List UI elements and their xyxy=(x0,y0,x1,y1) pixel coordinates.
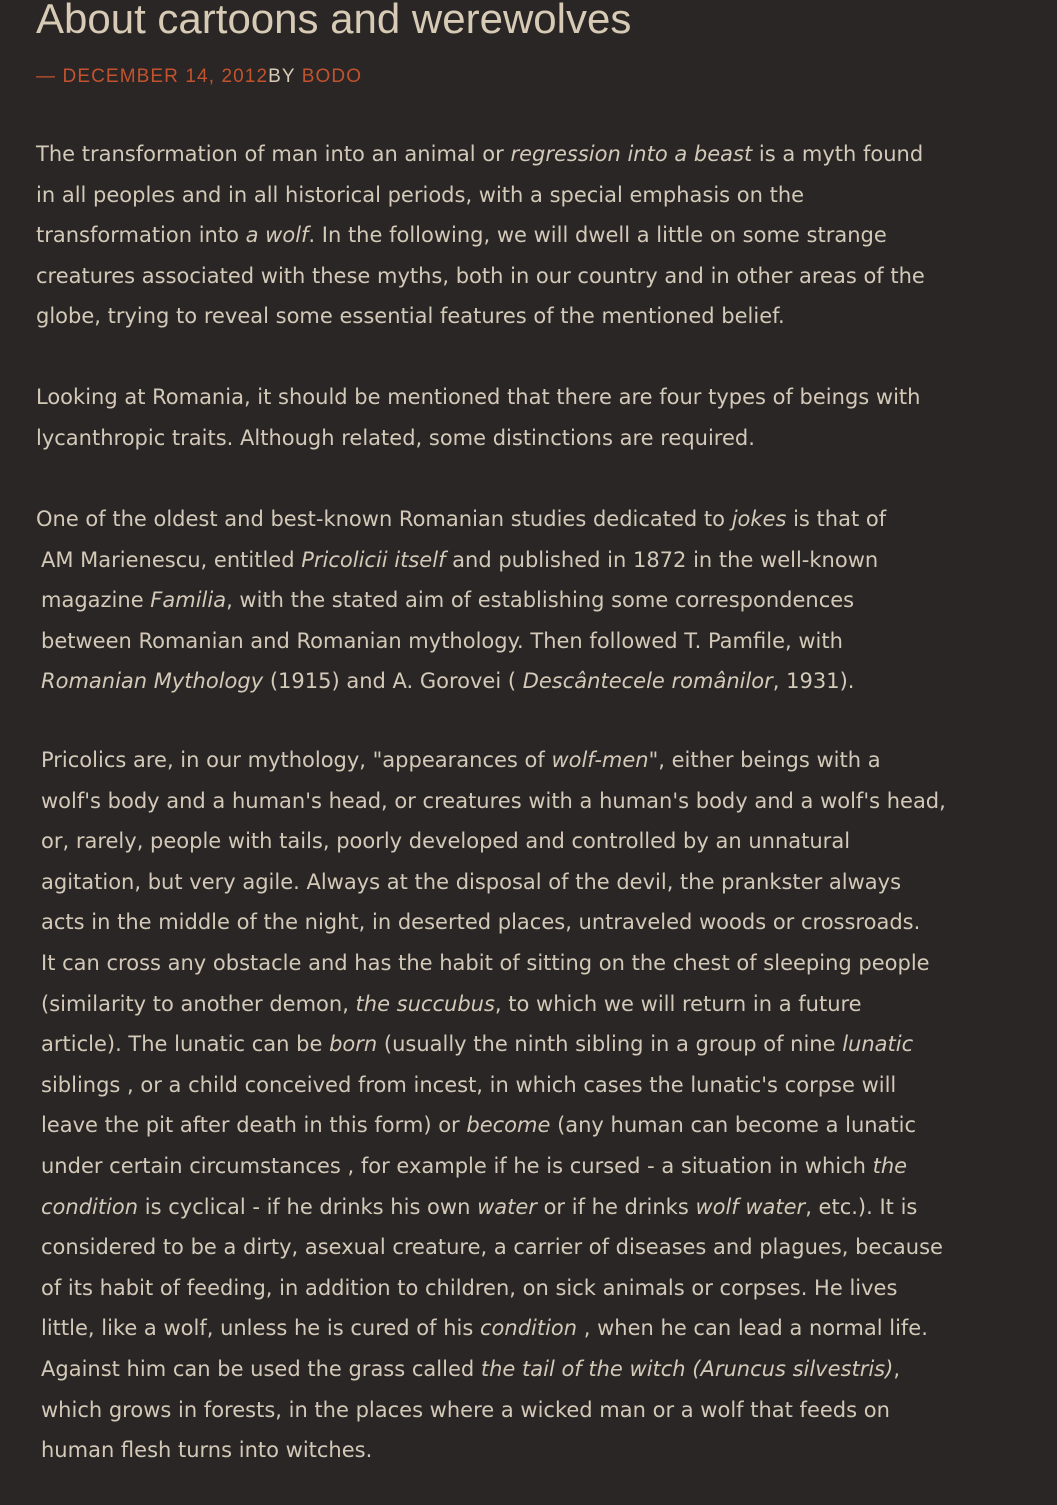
text-line: considered to be a dirty, asexual creature, a carrier of diseases and plagues, because xyxy=(41,1235,943,1260)
emphasis: water xyxy=(477,1194,537,1219)
text-line: condition is cyclical - if he drinks his own water or if he drinks wolf water, etc.). It is xyxy=(41,1194,918,1219)
text-line: Pricolics are, in our mythology, "appearances of wolf-men", either beings with a xyxy=(41,748,881,772)
text-line: (similarity to another demon, the succubus, to which we will return in a future xyxy=(41,991,862,1016)
emphasis: the succubus xyxy=(355,991,495,1016)
paragraph-2 xyxy=(36,377,920,458)
emphasis: Romanian Mythology xyxy=(41,669,264,694)
text-line: AM Marienescu, entitled Pricolicii itself and published in 1872 in the well-known xyxy=(41,547,879,572)
text-line: in all peoples and in all historical periods, with a special emphasis on the xyxy=(36,182,805,207)
text-line: which grows in forests, in the places where a wicked man or a wolf that feeds on xyxy=(41,1397,890,1422)
text-line: little, like a wolf, unless he is cured of his condition , when he can lead a normal life. xyxy=(41,1316,928,1341)
text-line: human flesh turns into witches. xyxy=(41,1438,373,1463)
emphasis: the xyxy=(872,1153,908,1178)
text-line: agitation, but very agile. Always at the disposal of the devil, the prankster always xyxy=(41,869,902,894)
emphasis: the tail of the witch (Aruncus silvestris) xyxy=(480,1356,894,1381)
emphasis: wolf water xyxy=(695,1194,806,1219)
post-meta xyxy=(36,64,362,90)
text-line: wolf's body and a human's head, or creatures with a human's body and a wolf's head, xyxy=(41,788,946,813)
paragraph-4 xyxy=(36,740,946,1471)
emphasis: Pricolicii xyxy=(301,547,388,572)
meta-by: BY xyxy=(268,66,296,87)
text-line: acts in the middle of the night, in deserted places, untraveled woods or crossroads. xyxy=(41,910,921,935)
emphasis: Descântecele românilor xyxy=(522,669,773,694)
text-line: magazine Familia, with the stated aim of establishing some correspondences xyxy=(41,588,855,613)
text-line: or, rarely, people with tails, poorly developed and controlled by an unnatural xyxy=(41,829,851,854)
emphasis: regression into a beast xyxy=(510,142,753,166)
text-line: under certain circumstances , for example if he is cursed - a situation in which the xyxy=(41,1153,908,1178)
text-line: Romanian Mythology (1915) and A. Gorovei ( Descântecele românilor, 1931). xyxy=(41,669,855,694)
emphasis: become xyxy=(466,1113,551,1138)
meta-dash: — xyxy=(36,66,57,87)
text-line: transformation into a wolf. In the following, we will dwell a little on some strange xyxy=(36,223,887,248)
post-date-link[interactable]: DECEMBER 14, 2012 xyxy=(62,66,269,87)
emphasis: wolf-men xyxy=(551,748,649,772)
emphasis: Familia xyxy=(150,588,227,613)
text-line: Against him can be used the grass called the tail of the witch (Aruncus silvestris), xyxy=(41,1356,900,1381)
paragraph-3 xyxy=(36,499,886,702)
author-link[interactable]: BODO xyxy=(301,66,363,87)
emphasis: a wolf xyxy=(245,223,309,248)
text-line: lycanthropic traits. Although related, some distinctions are required. xyxy=(36,425,755,450)
text-line: The transformation of man into an animal or regression into a beast is a myth found xyxy=(36,142,924,166)
emphasis: born xyxy=(329,1032,378,1057)
post-title[interactable]: About cartoons and werewolves xyxy=(36,0,632,42)
text-line: of its habit of feeding, in addition to children, on sick animals or corpses. He lives xyxy=(41,1275,898,1300)
emphasis: condition xyxy=(479,1316,578,1341)
emphasis: condition xyxy=(41,1194,139,1219)
text-line: leave the pit after death in this form) or become (any human can become a lunatic xyxy=(41,1113,917,1138)
emphasis: jokes xyxy=(731,507,787,531)
text-line: article). The lunatic can be born (usually the ninth sibling in a group of nine lunatic xyxy=(41,1032,914,1057)
paragraph-1 xyxy=(36,134,925,337)
text-line: One of the oldest and best-known Romanian studies dedicated to jokes is that of xyxy=(36,507,887,531)
text-line: between Romanian and Romanian mythology. Then followed T. Pamfile, with xyxy=(41,628,843,653)
text-line: It can cross any obstacle and has the habit of sitting on the chest of sleeping people xyxy=(41,950,930,975)
emphasis: itself xyxy=(387,547,446,572)
text-line: globe, trying to reveal some essential features of the mentioned belief. xyxy=(36,304,785,329)
text-line: creatures associated with these myths, both in our country and in other areas of the xyxy=(36,263,925,288)
text-line: siblings , or a child conceived from incest, in which cases the lunatic's corpse will xyxy=(41,1072,897,1097)
text-line: Looking at Romania, it should be mentioned that there are four types of beings with xyxy=(36,385,921,409)
emphasis: lunatic xyxy=(842,1032,914,1057)
